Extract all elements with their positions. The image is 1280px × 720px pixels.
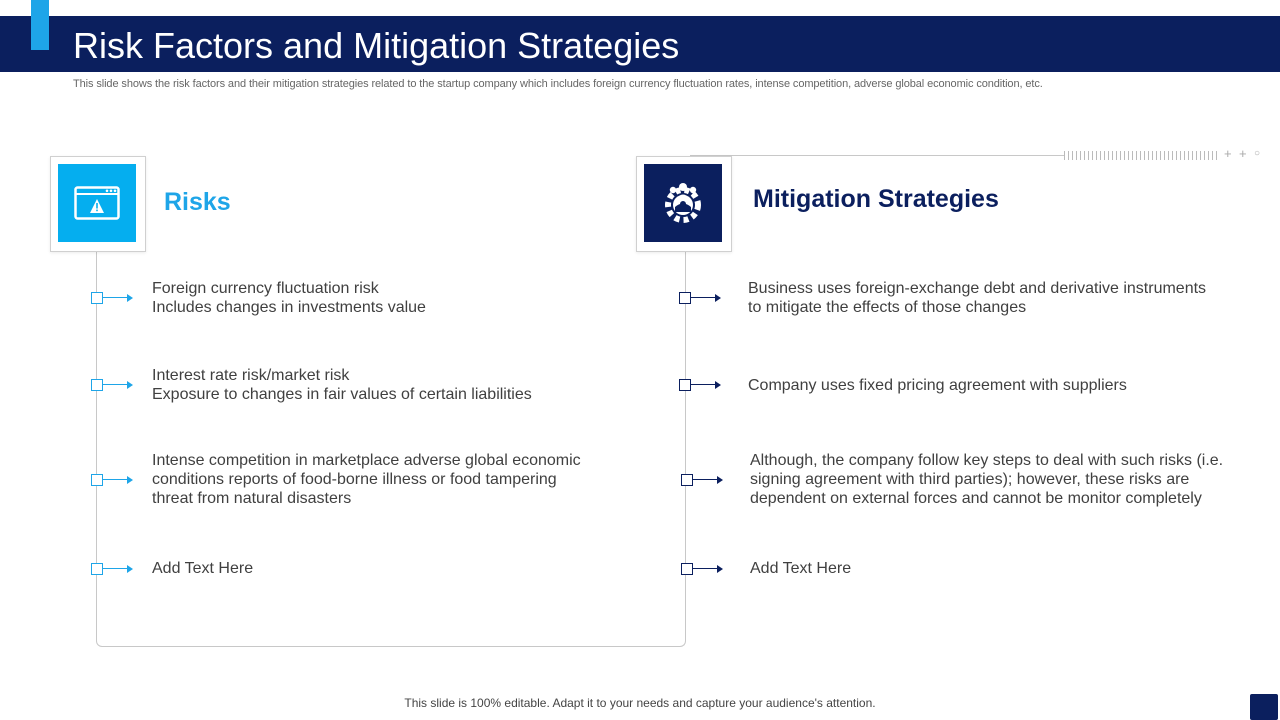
monitor-icon	[1250, 694, 1278, 720]
page-title: Risk Factors and Mitigation Strategies	[73, 25, 680, 66]
browser-warning-icon	[58, 164, 136, 242]
page-subtitle: This slide shows the risk factors and their mitigation strategies related to the startup company which includes foreign currency fluctuation rates, intense competition, adverse global economic condition, etc.	[73, 78, 1043, 90]
mitigation-bullet-arrow	[681, 563, 725, 575]
risks-heading: Risks	[164, 188, 231, 216]
header-accent	[31, 0, 49, 50]
top-divider	[690, 155, 1064, 156]
risk-item: Intense competition in marketplace adverse global economic conditions reports of food-borne illness or food tampering threat from natural disasters	[152, 452, 581, 507]
risk-bullet-arrow	[91, 379, 135, 391]
risk-bullet-arrow	[91, 474, 135, 486]
mitigation-item: Although, the company follow key steps to deal with such risks (i.e. signing agreement with third parties); however, these risks are dependent on external forces and cannot be monitor completely	[750, 452, 1224, 507]
mitigation-item: Business uses foreign-exchange debt and derivative instruments to mitigate the effects of those changes	[748, 280, 1207, 316]
risks-icon-card	[50, 156, 146, 252]
footer-note: This slide is 100% editable. Adapt it to your needs and capture your audience's attention.	[404, 696, 876, 710]
mitigation-heading: Mitigation Strategies	[753, 185, 999, 213]
risk-bullet-arrow	[91, 563, 135, 575]
circle-decoration: ○	[1254, 148, 1261, 159]
risk-bullet-arrow	[91, 292, 135, 304]
risk-item: Foreign currency fluctuation risk Includes changes in investments value	[152, 280, 426, 316]
plus-decoration: +	[1224, 146, 1232, 161]
risk-item: Add Text Here	[152, 560, 254, 577]
mitigation-item: Company uses fixed pricing agreement with suppliers	[748, 377, 1127, 394]
mitigation-bullet-arrow	[679, 379, 723, 391]
mitigation-bullet-arrow	[681, 474, 725, 486]
mitigation-bullet-arrow	[679, 292, 723, 304]
plus-decoration: +	[1239, 146, 1247, 161]
team-gear-icon	[644, 164, 722, 242]
mitigation-item: Add Text Here	[750, 560, 852, 577]
risk-item: Interest rate risk/market risk Exposure to changes in fair values of certain liabilities	[152, 367, 532, 403]
mitigation-icon-card	[636, 156, 732, 252]
dotted-decoration	[1064, 151, 1219, 160]
